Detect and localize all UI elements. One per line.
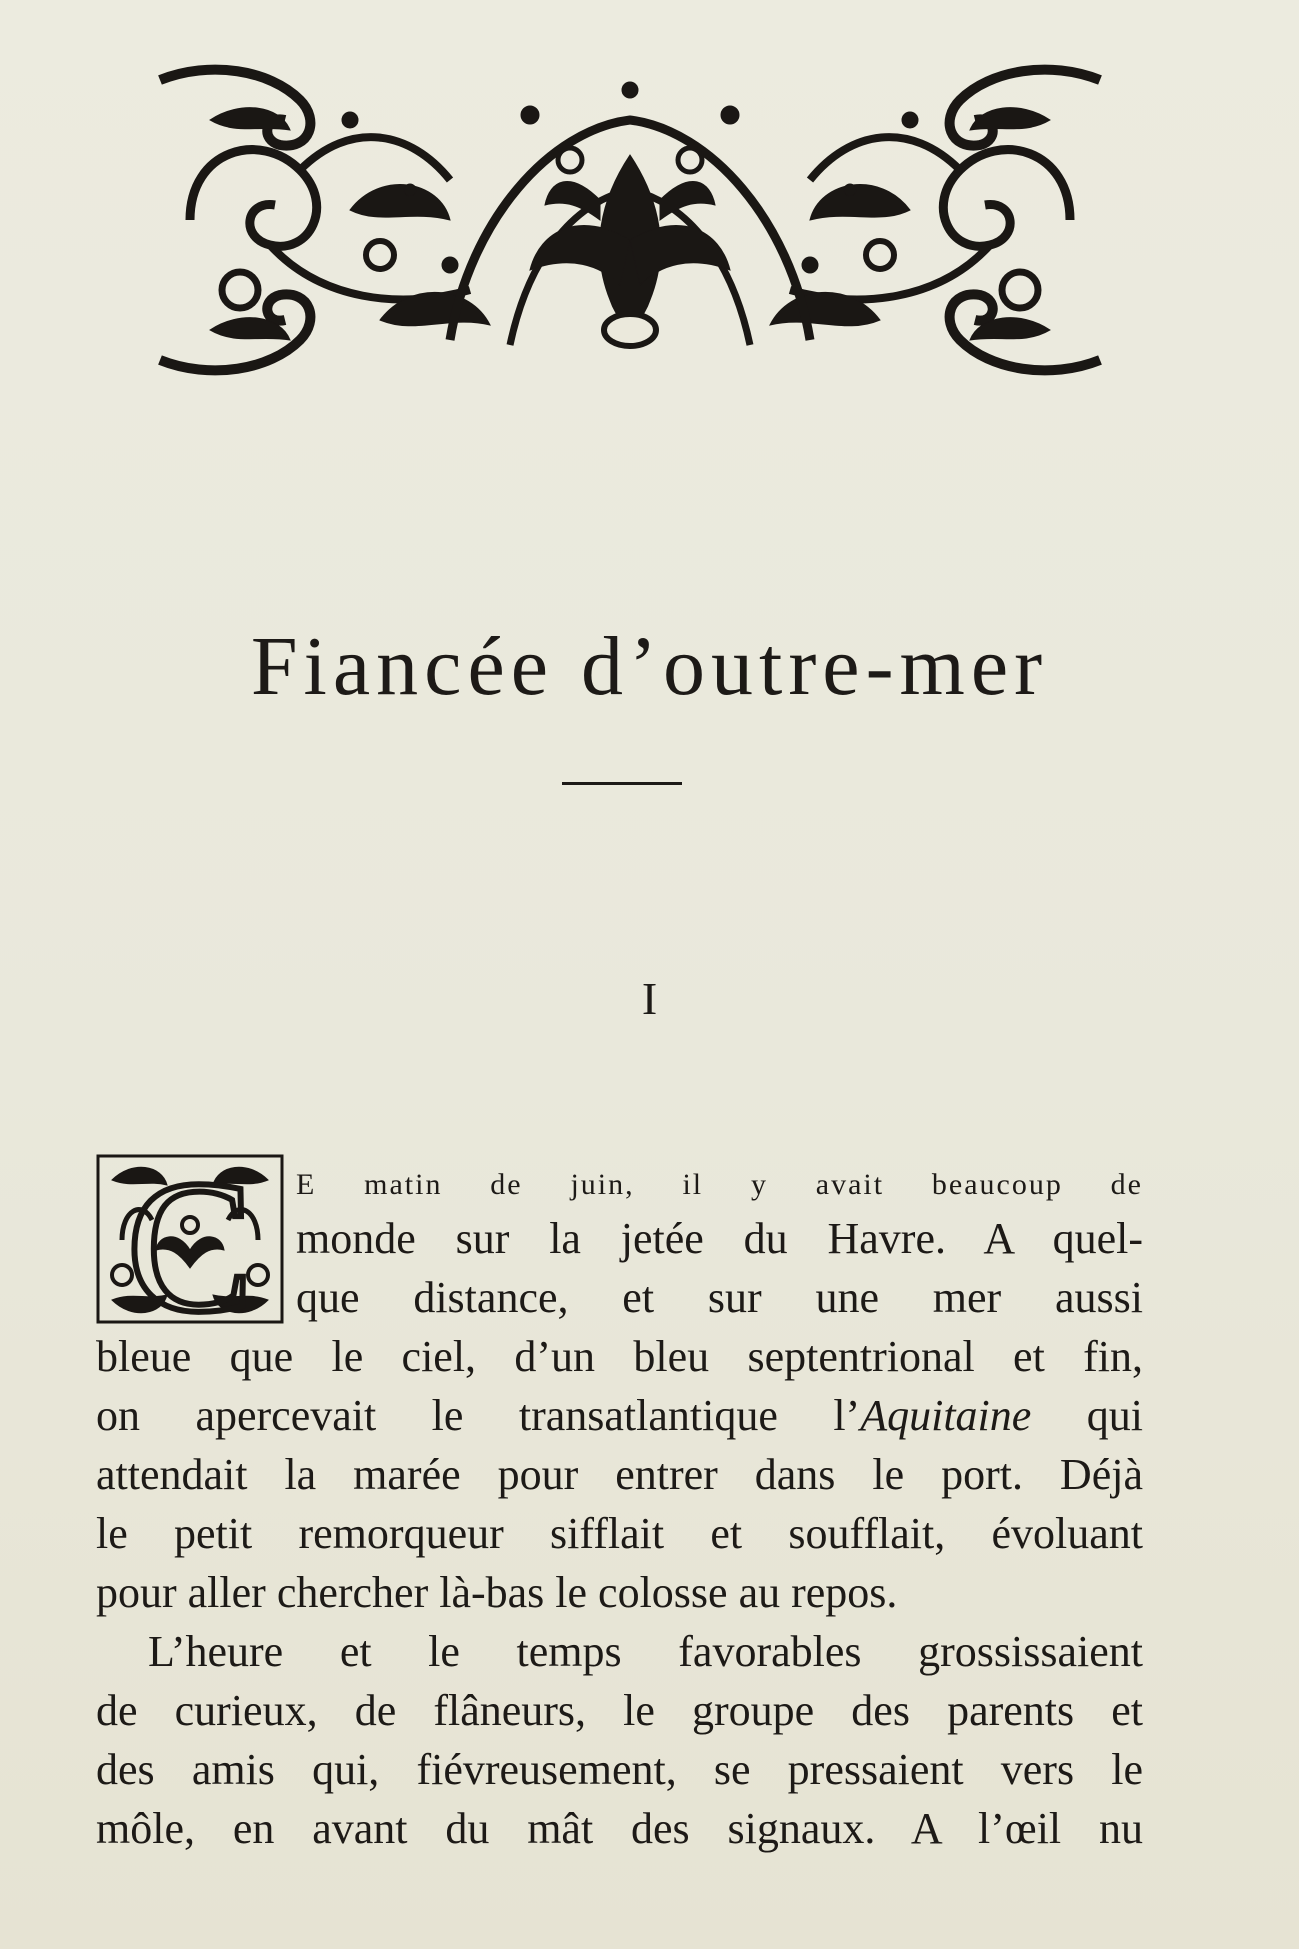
text-line: L’heure et le temps favorables grossissaient — [148, 1627, 1143, 1676]
text-line — [96, 1386, 1143, 1445]
text-line: pour aller chercher là-bas le colosse au repos. — [96, 1568, 898, 1617]
drop-cap-letter: C — [126, 1150, 254, 1328]
body-text — [96, 1150, 1143, 1858]
ship-name-italic: Aquitaine — [860, 1391, 1032, 1440]
text-line: le petit remorqueur sifflait et soufflait, évoluant — [96, 1509, 1143, 1558]
text-segment: on apercevait le transatlantique l’ — [96, 1391, 861, 1440]
chapter-title: Fiancée d’outre-mer — [250, 620, 1049, 713]
ornamental-drop-cap — [92, 1150, 288, 1328]
title-divider-rule — [562, 782, 682, 785]
text-line: des amis qui, fiévreusement, se pressaient vers le — [96, 1745, 1143, 1794]
text-line: monde sur la jetée du Havre. A quel- — [296, 1214, 1143, 1263]
text-line: bleue que le ciel, d’un bleu septentrional et fin, — [96, 1332, 1143, 1381]
decorative-headpiece-ornament — [150, 60, 1110, 380]
text-line: de curieux, de flâneurs, le groupe des parents et — [96, 1686, 1143, 1735]
text-line: que distance, et sur une mer aussi — [296, 1273, 1143, 1322]
text-segment: qui — [1031, 1391, 1143, 1440]
first-line-text: E matin de juin, il y avait beaucoup de — [296, 1168, 1143, 1201]
text-line: môle, en avant du mât des signaux. A l’œil nu — [96, 1804, 1143, 1853]
text-line: attendait la marée pour entrer dans le port. Déjà — [96, 1450, 1143, 1499]
chapter-number: I — [641, 973, 658, 1024]
